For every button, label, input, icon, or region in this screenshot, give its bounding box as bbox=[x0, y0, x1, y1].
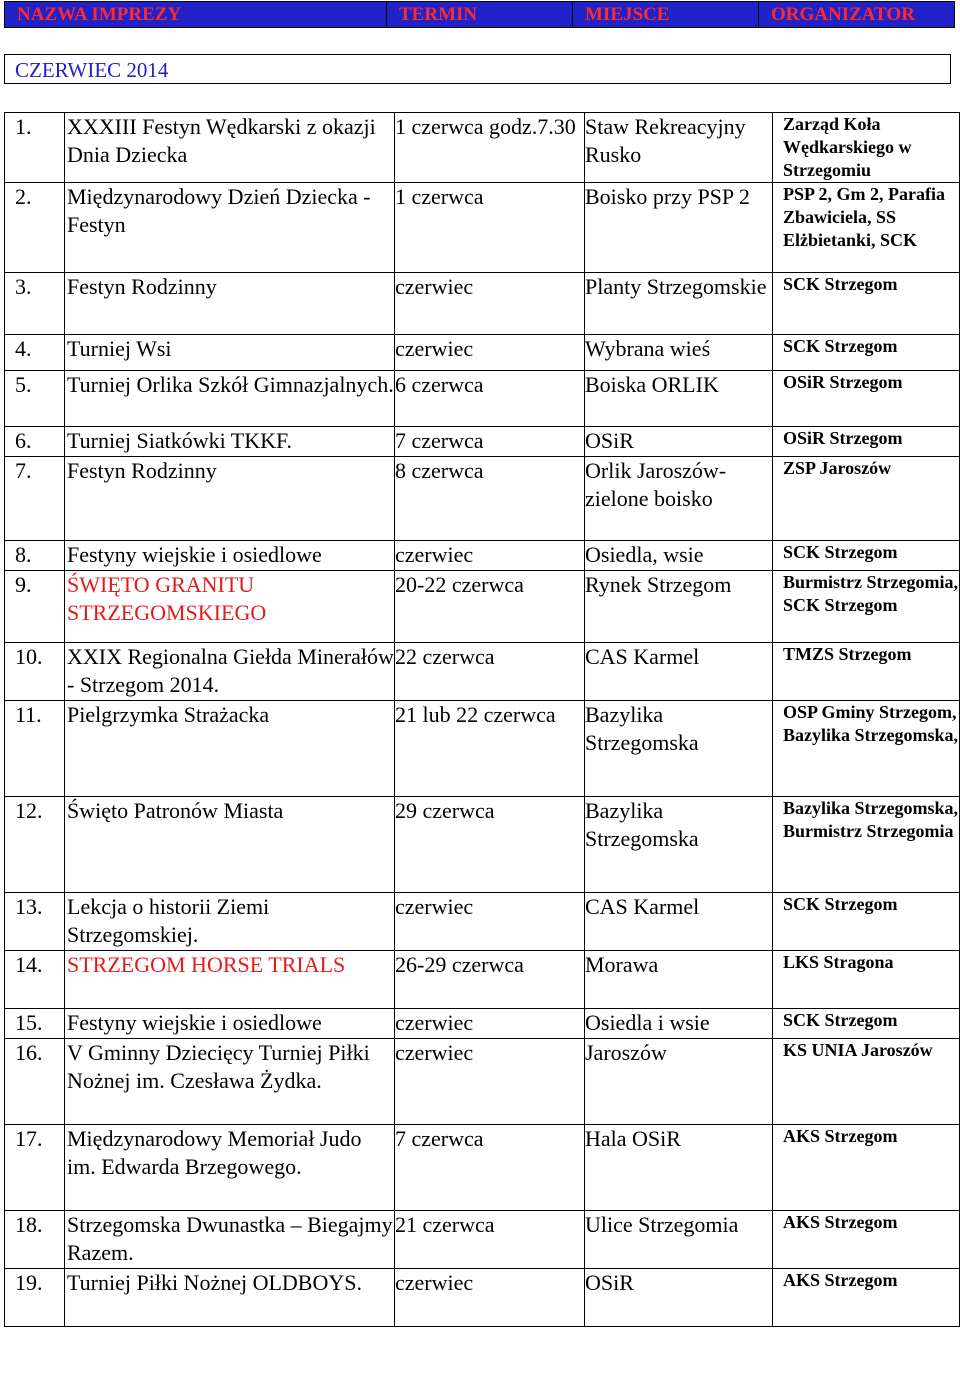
event-organizer: ZSP Jaroszów bbox=[773, 457, 960, 541]
event-number: 16. bbox=[5, 1039, 65, 1125]
event-term: 26-29 czerwca bbox=[395, 951, 585, 1009]
event-name: Lekcja o historii Ziemi Strzegomskiej. bbox=[65, 893, 395, 951]
event-row bbox=[5, 427, 960, 457]
event-place: Planty Strzegomskie bbox=[585, 273, 773, 335]
event-place: Orlik Jaroszów- zielone boisko bbox=[585, 457, 773, 541]
event-term: 8 czerwca bbox=[395, 457, 585, 541]
event-place: Rynek Strzegom bbox=[585, 571, 773, 643]
event-term: 22 czerwca bbox=[395, 643, 585, 701]
event-organizer: OSiR Strzegom bbox=[773, 427, 960, 457]
event-row bbox=[5, 273, 960, 335]
event-number: 19. bbox=[5, 1269, 65, 1327]
event-name: ŚWIĘTO GRANITU STRZEGOMSKIEGO bbox=[65, 571, 395, 643]
event-number: 9. bbox=[5, 571, 65, 643]
event-term: 7 czerwca bbox=[395, 1125, 585, 1211]
event-name: Turniej Wsi bbox=[65, 335, 395, 371]
event-organizer: SCK Strzegom bbox=[773, 1009, 960, 1039]
header-term: TERMIN bbox=[387, 2, 573, 28]
event-name: Festyn Rodzinny bbox=[65, 457, 395, 541]
event-place: OSiR bbox=[585, 1269, 773, 1327]
header-row bbox=[4, 1, 955, 28]
event-organizer: AKS Strzegom bbox=[773, 1125, 960, 1211]
events-table bbox=[4, 112, 960, 1327]
event-name: XXXIII Festyn Wędkarski z okazji Dnia Dziecka bbox=[65, 113, 395, 183]
event-name: XXIX Regionalna Giełda Minerałów - Strzegom 2014. bbox=[65, 643, 395, 701]
event-row bbox=[5, 371, 960, 427]
event-place: Wybrana wieś bbox=[585, 335, 773, 371]
header-event-name: NAZWA IMPREZY bbox=[5, 2, 387, 28]
event-term: czerwiec bbox=[395, 1269, 585, 1327]
event-organizer: AKS Strzegom bbox=[773, 1269, 960, 1327]
event-term: 21 lub 22 czerwca bbox=[395, 701, 585, 797]
event-organizer: KS UNIA Jaroszów bbox=[773, 1039, 960, 1125]
event-name: Festyny wiejskie i osiedlowe bbox=[65, 541, 395, 571]
event-row bbox=[5, 643, 960, 701]
event-place: Ulice Strzegomia bbox=[585, 1211, 773, 1269]
event-number: 11. bbox=[5, 701, 65, 797]
event-term: czerwiec bbox=[395, 893, 585, 951]
event-number: 1. bbox=[5, 113, 65, 183]
event-number: 10. bbox=[5, 643, 65, 701]
event-organizer: AKS Strzegom bbox=[773, 1211, 960, 1269]
event-place: Morawa bbox=[585, 951, 773, 1009]
event-number: 13. bbox=[5, 893, 65, 951]
event-place: Bazylika Strzegomska bbox=[585, 797, 773, 893]
event-place: Staw Rekreacyjny Rusko bbox=[585, 113, 773, 183]
event-organizer: LKS Stragona bbox=[773, 951, 960, 1009]
event-row bbox=[5, 113, 960, 183]
event-name: V Gminny Dziecięcy Turniej Piłki Nożnej im. Czesława Żydka. bbox=[65, 1039, 395, 1125]
event-place: Boisko przy PSP 2 bbox=[585, 183, 773, 273]
event-place: OSiR bbox=[585, 427, 773, 457]
event-term: czerwiec bbox=[395, 541, 585, 571]
event-organizer: Bazylika Strzegomska, Burmistrz Strzegomia bbox=[773, 797, 960, 893]
event-term: czerwiec bbox=[395, 273, 585, 335]
event-row bbox=[5, 951, 960, 1009]
event-name: Pielgrzymka Strażacka bbox=[65, 701, 395, 797]
event-name: STRZEGOM HORSE TRIALS bbox=[65, 951, 395, 1009]
event-row bbox=[5, 1039, 960, 1125]
event-place: Bazylika Strzegomska bbox=[585, 701, 773, 797]
event-place: Jaroszów bbox=[585, 1039, 773, 1125]
event-row bbox=[5, 183, 960, 273]
event-term: 1 czerwca godz.7.30 bbox=[395, 113, 585, 183]
event-organizer: OSP Gminy Strzegom, Bazylika Strzegomska, bbox=[773, 701, 960, 797]
event-row bbox=[5, 1125, 960, 1211]
event-place: Hala OSiR bbox=[585, 1125, 773, 1211]
event-term: 21 czerwca bbox=[395, 1211, 585, 1269]
event-term: czerwiec bbox=[395, 335, 585, 371]
event-row bbox=[5, 893, 960, 951]
event-place: Boiska ORLIK bbox=[585, 371, 773, 427]
month-heading: CZERWIEC 2014 bbox=[4, 54, 951, 84]
event-organizer: OSiR Strzegom bbox=[773, 371, 960, 427]
event-term: 1 czerwca bbox=[395, 183, 585, 273]
event-term: czerwiec bbox=[395, 1039, 585, 1125]
event-number: 6. bbox=[5, 427, 65, 457]
event-row bbox=[5, 541, 960, 571]
event-organizer: TMZS Strzegom bbox=[773, 643, 960, 701]
event-term: 6 czerwca bbox=[395, 371, 585, 427]
event-organizer: PSP 2, Gm 2, Parafia Zbawiciela, SS Elżbietanki, SCK bbox=[773, 183, 960, 273]
event-row bbox=[5, 457, 960, 541]
event-row bbox=[5, 1009, 960, 1039]
event-name: Strzegomska Dwunastka – Biegajmy Razem. bbox=[65, 1211, 395, 1269]
event-place: CAS Karmel bbox=[585, 893, 773, 951]
event-place: Osiedla i wsie bbox=[585, 1009, 773, 1039]
event-organizer: SCK Strzegom bbox=[773, 893, 960, 951]
header-place: MIEJSCE bbox=[573, 2, 759, 28]
event-row bbox=[5, 571, 960, 643]
event-organizer: SCK Strzegom bbox=[773, 335, 960, 371]
event-organizer: Burmistrz Strzegomia, SCK Strzegom bbox=[773, 571, 960, 643]
event-name: Turniej Piłki Nożnej OLDBOYS. bbox=[65, 1269, 395, 1327]
event-number: 4. bbox=[5, 335, 65, 371]
event-number: 12. bbox=[5, 797, 65, 893]
event-organizer: SCK Strzegom bbox=[773, 541, 960, 571]
event-row bbox=[5, 701, 960, 797]
event-row bbox=[5, 335, 960, 371]
event-name: Święto Patronów Miasta bbox=[65, 797, 395, 893]
event-organizer: SCK Strzegom bbox=[773, 273, 960, 335]
event-number: 7. bbox=[5, 457, 65, 541]
event-name: Międzynarodowy Memoriał Judo im. Edwarda Brzegowego. bbox=[65, 1125, 395, 1211]
event-row bbox=[5, 1269, 960, 1327]
event-name: Turniej Siatkówki TKKF. bbox=[65, 427, 395, 457]
event-number: 2. bbox=[5, 183, 65, 273]
event-place: CAS Karmel bbox=[585, 643, 773, 701]
event-term: 7 czerwca bbox=[395, 427, 585, 457]
event-number: 3. bbox=[5, 273, 65, 335]
event-number: 17. bbox=[5, 1125, 65, 1211]
event-place: Osiedla, wsie bbox=[585, 541, 773, 571]
event-organizer: Zarząd Koła Wędkarskiego w Strzegomiu bbox=[773, 113, 960, 183]
event-row bbox=[5, 797, 960, 893]
event-term: czerwiec bbox=[395, 1009, 585, 1039]
event-number: 5. bbox=[5, 371, 65, 427]
event-name: Festyny wiejskie i osiedlowe bbox=[65, 1009, 395, 1039]
event-row bbox=[5, 1211, 960, 1269]
event-term: 29 czerwca bbox=[395, 797, 585, 893]
event-number: 15. bbox=[5, 1009, 65, 1039]
event-number: 8. bbox=[5, 541, 65, 571]
header-organizer: ORGANIZATOR bbox=[759, 2, 955, 28]
event-term: 20-22 czerwca bbox=[395, 571, 585, 643]
event-number: 18. bbox=[5, 1211, 65, 1269]
event-number: 14. bbox=[5, 951, 65, 1009]
event-name: Turniej Orlika Szkół Gimnazjalnych. bbox=[65, 371, 395, 427]
event-name: Festyn Rodzinny bbox=[65, 273, 395, 335]
event-name: Międzynarodowy Dzień Dziecka - Festyn bbox=[65, 183, 395, 273]
